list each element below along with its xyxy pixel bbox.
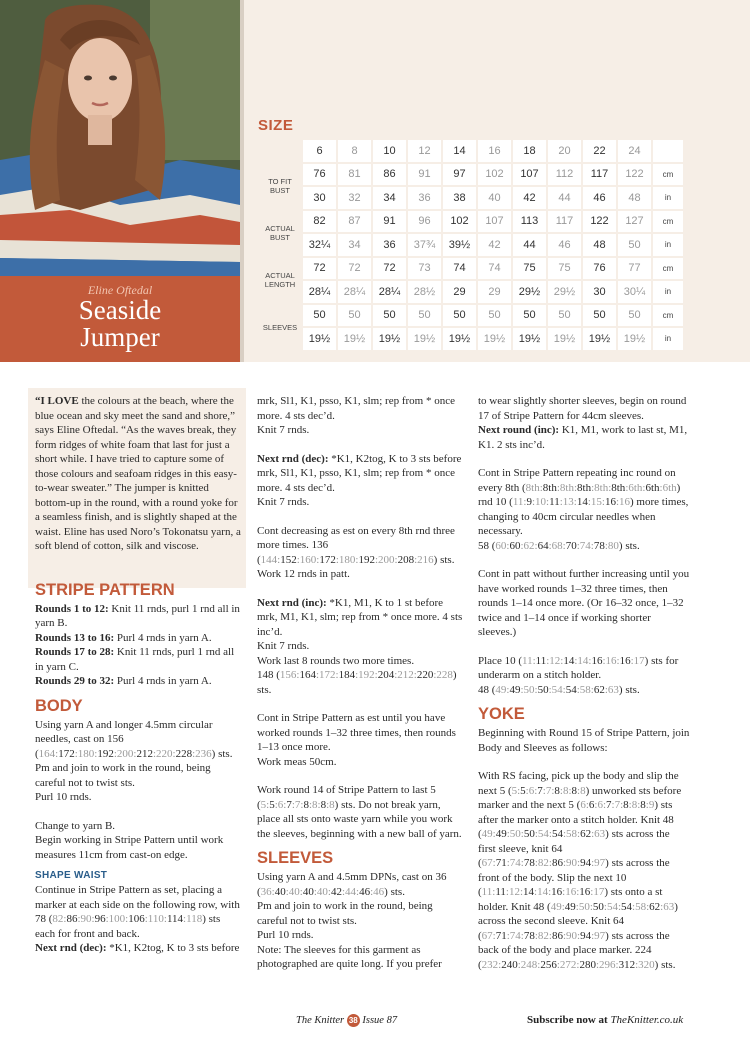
size-value-cell: 117 [583, 164, 616, 186]
sleeve-count-58: 58 (60:60:62:64:68:70:74:78:80) sts. [478, 539, 640, 552]
column-3 [478, 394, 690, 972]
size-value-cell: 107 [478, 211, 511, 233]
title-line-2: Jumper [80, 322, 160, 352]
size-row-label: TO FIT BUST [259, 164, 301, 209]
size-value-cell: 19½ [373, 328, 406, 350]
size-value-cell: 36 [408, 187, 441, 209]
size-header-cell: 24 [618, 140, 651, 162]
size-header-cell: 6 [303, 140, 336, 162]
size-value-cell: 19½ [548, 328, 581, 350]
size-value-cell: 38 [443, 187, 476, 209]
size-unit-cell: cm [653, 164, 683, 186]
size-value-cell: 76 [303, 164, 336, 186]
size-value-cell: 40 [478, 187, 511, 209]
size-value-cell: 87 [338, 211, 371, 233]
size-row [259, 164, 683, 186]
size-value-cell: 81 [338, 164, 371, 186]
model-photo [0, 0, 240, 276]
size-value-cell: 127 [618, 211, 651, 233]
dec-continued: mrk, Sl1, K1, psso, K1, slm; rep from * once more. 4 sts dec’d. [257, 395, 455, 422]
cont-decreasing: Cont decreasing as est on every 8th rnd three more times. 136 (144:152:160:172:180:192:200:208:216) sts. [257, 524, 455, 566]
size-value-cell: 75 [513, 258, 546, 280]
size-value-cell: 19½ [408, 328, 441, 350]
repeat-inc: Cont in Stripe Pattern repeating inc round on every 8th (8th:8th:8th:8th:8th:8th:6th:6th:6th) rnd 10 (11:9:10:11:13:14:15:16:16) more times, changing to 40cm circular needles when necessary. [478, 467, 689, 537]
size-row [259, 258, 683, 280]
shape-waist-text: Continue in Stripe Pattern as set, placing a marker at each side on the following row, with 78 (82:86:90:96:100:106:110:114:118) sts each for front and back. [35, 884, 240, 940]
designer-name: Eline Oftedal [87, 283, 153, 297]
size-value-cell: 48 [583, 234, 616, 256]
size-value-cell: 50 [618, 305, 651, 327]
body-purl: Purl 10 rnds. [35, 791, 92, 803]
size-value-cell: 97 [443, 164, 476, 186]
size-value-cell: 76 [583, 258, 616, 280]
size-value-cell: 29½ [513, 281, 546, 303]
yoke-heading: YOKE [478, 705, 525, 723]
size-value-cell: 32¼ [303, 234, 336, 256]
size-header-cell: 12 [408, 140, 441, 162]
body-cast-on: Using yarn A and longer 4.5mm circular needles, cast on 156 (164:172:180:192:200:212:220:228:236) sts. [35, 718, 233, 760]
size-value-cell: 102 [443, 211, 476, 233]
size-row [259, 305, 683, 327]
body-change-yarn: Change to yarn B. [35, 819, 116, 832]
size-value-cell: 28¼ [303, 281, 336, 303]
website-link[interactable]: TheKnitter.co.uk [610, 1014, 684, 1026]
size-value-cell: 46 [548, 234, 581, 256]
knit-7-rnds-b: Knit 7 rnds. [257, 496, 310, 508]
size-value-cell: 19½ [513, 328, 546, 350]
size-value-cell: 50 [478, 305, 511, 327]
size-header-cell: 16 [478, 140, 511, 162]
size-value-cell: 77 [618, 258, 651, 280]
size-value-cell: 91 [373, 211, 406, 233]
cont-stripe: Cont in Stripe Pattern as est until you have worked rounds 1–32 three times, then rounds 1–13 once more. [257, 712, 456, 753]
knit-7-rnds-c: Knit 7 rnds. [257, 640, 310, 652]
size-value-cell: 107 [513, 164, 546, 186]
body-begin-stripe: Begin working in Stripe Pattern until work measures 11cm from cast-on edge. [35, 834, 224, 861]
size-row [259, 328, 683, 350]
size-value-cell: 37¾ [408, 234, 441, 256]
intro-paragraph: “I LOVE the colours at the beach, where the blue ocean and sky meet the sand and shore,” says Eline Oftedal. “As the waves break, they form ridges of white foam that last for just a short while. I have tried to capture some of those colours and seafoam ridges in this easy-to-wear sweater.” The jumper is knitted bottom-up in the round, with a round yoke for a seamless finish, and is slightly shaped at the waist. Eline has used Noro’s Tokonatsu yarn, a soft blend of cotton, silk and viscose. [35, 395, 241, 552]
work-round-14: Work round 14 of Stripe Pattern to last 5 (5:5:6:7:7:8:8:8:8) sts. Do not break yarn, place all sts onto waste yarn while you work the sleeves, beginning with a new ball of yarn. [257, 784, 462, 840]
stripe-row: Rounds 1 to 12: Knit 11 rnds, purl 1 rnd all in yarn B. [35, 602, 240, 629]
size-value-cell: 113 [513, 211, 546, 233]
size-unit-cell: cm [653, 258, 683, 280]
yoke-intro: Beginning with Round 15 of Stripe Pattern, join Body and Sleeves as follows: [478, 727, 690, 754]
cont-no-increase: Cont in patt without further increasing until you have worked rounds 1–32 three times, then rounds 1–14 once more. (Or 16–32 once, 1–32 twice and 1–14 once if working shorter sleeves.) [478, 568, 690, 638]
size-value-cell: 74 [443, 258, 476, 280]
size-value-cell: 19½ [443, 328, 476, 350]
size-unit-cell: in [653, 234, 683, 256]
size-value-cell: 30 [303, 187, 336, 209]
stripe-pattern-rows [35, 602, 242, 689]
pattern-title [0, 297, 240, 351]
column-1 [35, 394, 242, 956]
size-value-cell: 102 [478, 164, 511, 186]
size-value-cell: 28¼ [373, 281, 406, 303]
footer-subscribe: Subscribe now at TheKnitter.co.uk [527, 1014, 684, 1026]
size-unit-cell: in [653, 328, 683, 350]
size-value-cell: 29½ [548, 281, 581, 303]
work-12-rnds: Work 12 rnds in patt. [257, 568, 350, 580]
size-value-cell: 122 [583, 211, 616, 233]
page-number: 38 [347, 1014, 360, 1027]
size-value-cell: 29 [478, 281, 511, 303]
footer-magazine: The Knitter 38 Issue 87 [296, 1014, 398, 1026]
stitch-count-148: 148 (156:164:172:184:192:204:212:220:228) sts. [257, 669, 457, 696]
size-value-cell: 50 [618, 234, 651, 256]
size-value-cell: 29 [443, 281, 476, 303]
size-row [259, 234, 683, 256]
next-rnd-dec: Next rnd (dec): *K1, K2tog, K to 3 sts before mrk, Sl1, K1, psso, K1, slm; rep from * once more. 4 sts dec’d. [257, 452, 462, 494]
size-value-cell: 50 [513, 305, 546, 327]
size-value-cell: 86 [373, 164, 406, 186]
size-header-cell: 18 [513, 140, 546, 162]
size-value-cell: 96 [408, 211, 441, 233]
size-row-label: ACTUAL LENGTH [259, 258, 301, 303]
size-unit-cell: cm [653, 211, 683, 233]
size-heading: SIZE [258, 117, 294, 134]
size-value-cell: 50 [443, 305, 476, 327]
size-value-cell: 30 [583, 281, 616, 303]
shorter-sleeves: to wear slightly shorter sleeves, begin on round 17 of Stripe Pattern for 44cm sleeves. [478, 395, 687, 422]
size-value-cell: 42 [513, 187, 546, 209]
size-value-cell: 50 [338, 305, 371, 327]
stripe-row: Rounds 29 to 32: Purl 4 rnds in yarn A. [35, 675, 212, 687]
size-value-cell: 19½ [338, 328, 371, 350]
size-header-cell: 22 [583, 140, 616, 162]
size-value-cell: 72 [373, 258, 406, 280]
size-row [259, 281, 683, 303]
body-heading: BODY [35, 696, 83, 715]
page-spine [240, 0, 244, 362]
work-meas: Work meas 50cm. [257, 755, 337, 768]
size-row [259, 187, 683, 209]
stripe-row: Rounds 13 to 16: Purl 4 rnds in yarn A. [35, 631, 212, 644]
size-value-cell: 48 [618, 187, 651, 209]
yoke-join: With RS facing, pick up the body and slip the next 5 (5:5:6:7:7:8:8:8:8) unworked sts before marker and the next 5 (6:6:6:7:7:8:8:8:9) sts after the marker onto a stitch holder. Knit 48 (49:49:50:50:54:54:58:62:63) sts across the first sleeve, knit 64 (67:71:74:78:82:86:90:94:97) sts across the front of the body. Slip the next 10 (11:11:12:14:14:16:16:16:17) sts onto a st holder. Knit 48 (49:49:50:50:54:54:58:62:63) across the second sleeve. Knit 64 (67:71:74:78:82:86:90:94:97) sts across the back of the body and place marker. 224 (232:240:248:256:272:280:296:312:320) sts. [478, 770, 682, 971]
size-row-label: SLEEVES [259, 305, 301, 350]
size-value-cell: 112 [548, 164, 581, 186]
size-header-cell: 14 [443, 140, 476, 162]
size-value-cell: 34 [373, 187, 406, 209]
size-value-cell: 50 [373, 305, 406, 327]
sleeves-heading: SLEEVES [257, 849, 334, 867]
size-value-cell: 72 [338, 258, 371, 280]
size-value-cell: 34 [338, 234, 371, 256]
size-value-cell: 73 [408, 258, 441, 280]
sleeves-note: Note: The sleeves for this garment as photographed are quite long. If you prefer [257, 943, 442, 970]
next-round-inc: Next round (inc): K1, M1, work to last st, M1, K1. 2 sts inc’d. [478, 424, 688, 451]
size-value-cell: 50 [303, 305, 336, 327]
next-rnd-inc: Next rnd (inc): *K1, M1, K to 1 st before mrk, M1, K1, slm; rep from * once more. 4 sts inc’d. [257, 596, 463, 638]
woman-in-striped-jumper-photo [0, 0, 240, 276]
size-value-cell: 91 [408, 164, 441, 186]
size-table [257, 138, 685, 352]
size-value-cell: 42 [478, 234, 511, 256]
stripe-row: Rounds 17 to 28: Knit 11 rnds, purl 1 rnd all in yarn C. [35, 646, 235, 673]
size-unit-cell: in [653, 281, 683, 303]
size-header-cell: 10 [373, 140, 406, 162]
sleeves-cast-on: Using yarn A and 4.5mm DPNs, cast on 36 (36:40:40:40:40:42:44:46:46) sts. [257, 871, 447, 898]
size-value-cell: 50 [583, 305, 616, 327]
size-value-cell: 19½ [478, 328, 511, 350]
body-next-rnd-dec: Next rnd (dec): *K1, K2tog, K to 3 sts before [35, 942, 240, 954]
sleeves-join: Pm and join to work in the round, being careful not to twist sts. [257, 900, 433, 927]
body-join: Pm and join to work in the round, being careful not to twist sts. [35, 762, 211, 789]
size-value-cell: 75 [548, 258, 581, 280]
knit-7-rnds-a: Knit 7 rnds. [257, 424, 310, 436]
size-header-cell: 8 [338, 140, 371, 162]
work-last-8: Work last 8 rounds two more times. [257, 654, 415, 667]
sleeves-purl: Purl 10 rnds. [257, 929, 314, 941]
size-unit-cell: cm [653, 305, 683, 327]
size-value-cell: 50 [548, 305, 581, 327]
size-value-cell: 72 [303, 258, 336, 280]
size-value-cell: 36 [373, 234, 406, 256]
size-value-cell: 44 [548, 187, 581, 209]
size-value-cell: 74 [478, 258, 511, 280]
size-value-cell: 117 [548, 211, 581, 233]
size-value-cell: 19½ [618, 328, 651, 350]
size-value-cell: 82 [303, 211, 336, 233]
stripe-pattern-heading: STRIPE PATTERN [35, 580, 175, 599]
title-line-1: Seaside [78, 295, 162, 325]
shape-waist-heading: SHAPE WAIST [35, 870, 108, 881]
column-2 [257, 394, 464, 972]
size-value-cell: 50 [408, 305, 441, 327]
size-header-cell: 20 [548, 140, 581, 162]
size-value-cell: 46 [583, 187, 616, 209]
size-unit-cell: in [653, 187, 683, 209]
size-value-cell: 44 [513, 234, 546, 256]
place-underarm: Place 10 (11:11:12:14:14:16:16:16:17) sts for underarm on a stitch holder. [478, 654, 679, 681]
size-value-cell: 122 [618, 164, 651, 186]
size-row [259, 211, 683, 233]
size-value-cell: 28½ [408, 281, 441, 303]
size-value-cell: 39½ [443, 234, 476, 256]
size-value-cell: 19½ [303, 328, 336, 350]
size-value-cell: 28¼ [338, 281, 371, 303]
size-value-cell: 32 [338, 187, 371, 209]
size-value-cell: 30¼ [618, 281, 651, 303]
sleeve-count-48: 48 (49:49:50:50:54:54:58:62:63) sts. [478, 683, 640, 696]
size-value-cell: 19½ [583, 328, 616, 350]
size-row-label: ACTUAL BUST [259, 211, 301, 256]
